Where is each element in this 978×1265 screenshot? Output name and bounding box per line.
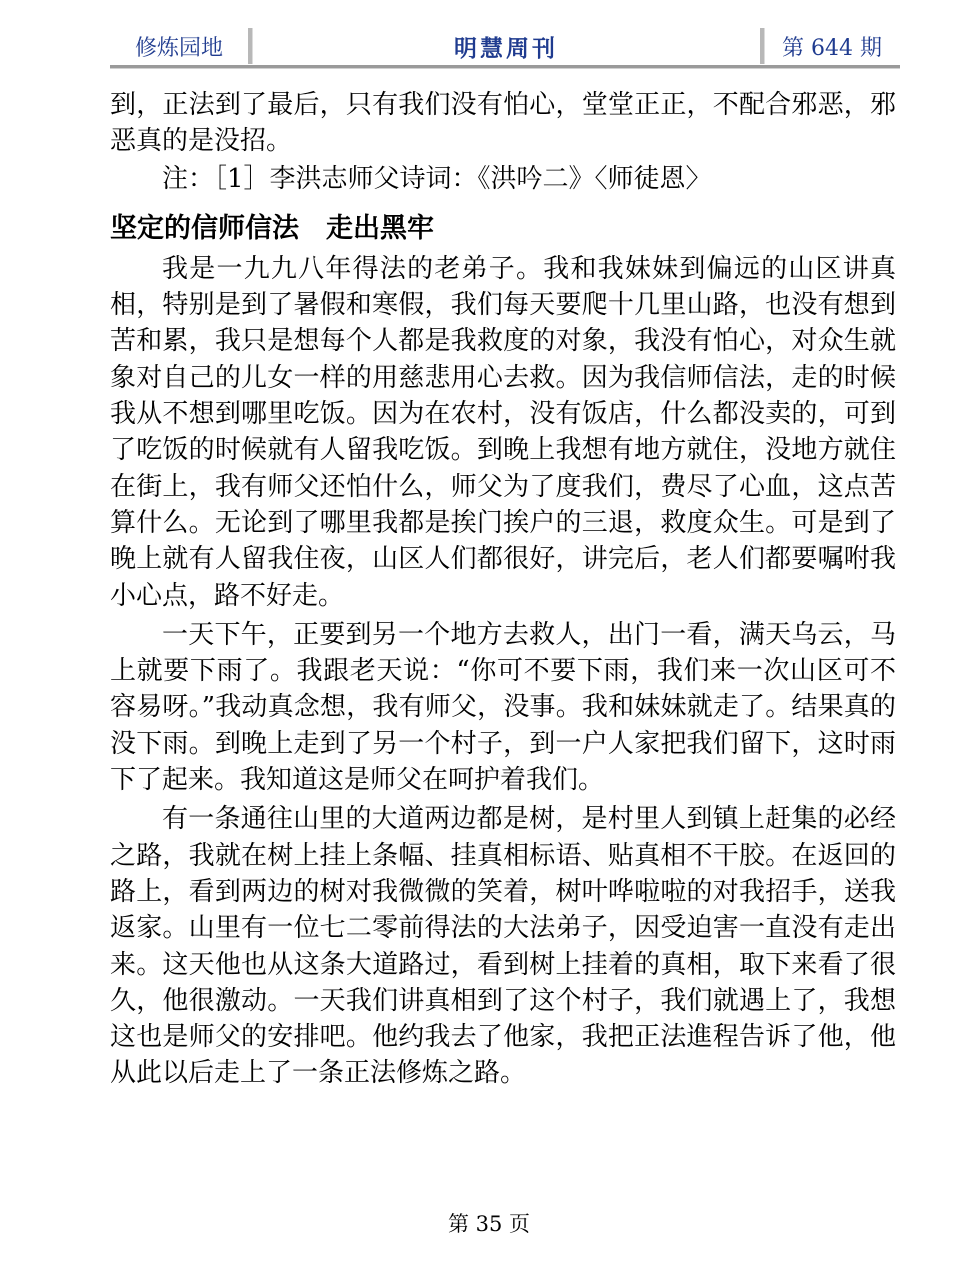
footnote: 注：［1］李洪志师父诗词：《洪吟二》〈师徒恩〉 — [162, 163, 712, 194]
article-paragraph: 一天下午，正要到另一个地方去救人，出门一看，满天乌云，马上就要下雨了。我跟老天说：“你可不要下雨，我们来一次山区可不容易呀。”我动真念想，我有师父，没事。我和妹妹就走了。结果真的没下雨。到晚上走到了另一个村子，到一户人家把我们留下，这时雨下了起来。我知道这是师父在呵护着我们。 — [110, 619, 896, 796]
article-paragraph: 有一条通往山里的大道两边都是树，是村里人到镇上赶集的必经之路，我就在树上挂上条幅、挂真相标语、贴真相不干胶。在返回的路上，看到两边的树对我微微的笑着，树叶哗啦啦的对我招手，送我返家。山里有一位七二零前得法的大法弟子，因受迫害一直没有走出来。这天他也从这条大道路过，看到树上挂着的真相，取下来看了很久，他很激动。一天我们讲真相到了这个村子，我们就遇上了，我想这也是师父的安排吧。他约我去了他家，我把正法進程告诉了他，他从此以后走上了一条正法修炼之路。 — [110, 804, 896, 1089]
article-title: 坚定的信师信法 走出黑牢 — [110, 212, 434, 244]
article-paragraph: 我是一九九八年得法的老弟子。我和我妹妹到偏远的山区讲真相，特别是到了暑假和寒假，我们每天要爬十几里山路，也没有想到苦和累，我只是想每个人都是我救度的对象，我没有怕心，对众生就象对自己的儿女一样的用慈悲用心去救。因为我信师信法，走的时候我从不想到哪里吃饭。因为在农村，没有饭店，什么都没卖的，可到了吃饭的时候就有人留我吃饭。到晚上我想有地方就住，没地方就住在街上，我有师父还怕什么，师父为了度我们，费尽了心血，这点苦算什么。无论到了哪里我都是挨门挨户的三退，救度众生。可是到了晚上就有人留我住夜，山区人们都很好，讲完后，老人们都要嘱咐我小心点，路不好走。 — [110, 253, 896, 611]
continued-paragraph: 到，正法到了最后，只有我们没有怕心，堂堂正正，不配合邪恶，邪恶真的是没招。 — [110, 90, 896, 157]
page-content — [110, 87, 896, 1092]
header-rule-shadow — [110, 68, 900, 69]
page-header — [110, 28, 900, 64]
header-section-label: 修炼园地 — [134, 35, 223, 61]
header-publication-title: 明慧周刊 — [454, 34, 558, 62]
header-issue-number: 第 644 期 — [782, 35, 882, 61]
page-number: 第 35 页 — [447, 1212, 531, 1236]
